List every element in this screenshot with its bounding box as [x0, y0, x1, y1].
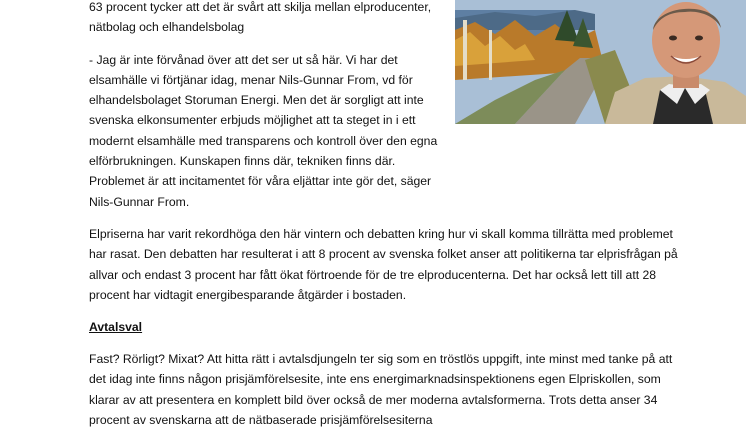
- article-body: [89, 0, 679, 442]
- section-heading: Avtalsval: [89, 320, 143, 335]
- contracts-paragraph: Fast? Rörligt? Mixat? Att hitta rätt i avtalsdjungeln ter sig som en tröstlös uppgift, inte minst med tanke på att det idag inte finns någon prisjämförelsesite, inte ens energimarknadsinspektionens egen Elpriskollen, som klarar av att presentera en komplett bild över också de mer moderna avtalsformerna. Trots detta anser 34 procent av svenskarna att de nätbaserade prisjämförelsesiterna: [89, 352, 673, 428]
- prices-paragraph: Elpriserna har varit rekordhöga den här vintern och debatten kring hur vi skall komma tillrätta med problemet har rasat. Den debatten har resulterat i att 8 procent av svenska folket anser att politikerna tar elprisfrågan på allvar och endast 3 procent har fått ökat förtroende för de tre elproducenterna. Det har också lett till att 28 procent har vidtagit energibesparande åtgärder i bostaden.: [89, 226, 678, 302]
- intro-paragraph: 63 procent tycker att det är svårt att skilja mellan elproducenter, nätbolag och elhandelsbolag: [89, 0, 432, 35]
- quote-paragraph: - Jag är inte förvånad över att det ser ut så här. Vi har det elsamhälle vi förtjänar idag, menar Nils-Gunnar From, vd för elhandelsbolaget Storuman Energi. Men det är sorgligt att inte svenska elkonsumenter erbjuds möjlighet att ta steget in i ett modernt elsamhälle med transparens och kontroll över den egna elförbrukningen. Kunskapen finns där, tekniken finns där. Problemet är att incitamentet för våra eljättar inte gör det, säger Nils-Gunnar From.: [89, 52, 438, 209]
